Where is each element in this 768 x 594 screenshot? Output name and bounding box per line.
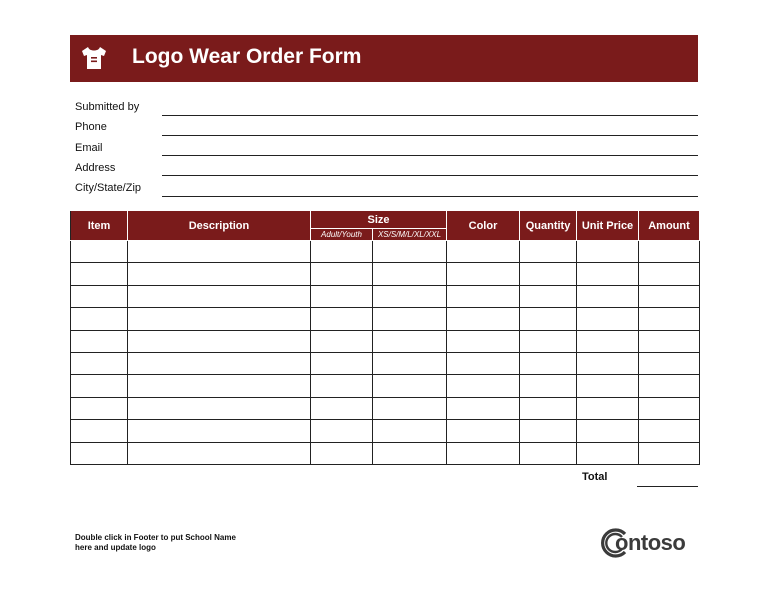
col-header-unit-price: Unit Price <box>577 211 639 241</box>
table-row <box>71 375 700 397</box>
cell-amount[interactable] <box>639 241 700 263</box>
cell-amount[interactable] <box>639 420 700 442</box>
cell-unit-price[interactable] <box>577 352 639 374</box>
cell-description[interactable] <box>128 442 311 464</box>
total-label: Total <box>582 471 608 483</box>
cell-item[interactable] <box>71 420 128 442</box>
city-state-zip-label: City/State/Zip <box>75 182 142 194</box>
table-row <box>71 442 700 464</box>
cell-item[interactable] <box>71 375 128 397</box>
cell-color[interactable] <box>447 263 520 285</box>
cell-description[interactable] <box>128 397 311 419</box>
submitted-by-field[interactable] <box>162 115 698 116</box>
submitted-by-label: Submitted by <box>75 101 140 113</box>
cell-size-range[interactable] <box>373 285 447 307</box>
cell-size-range[interactable] <box>373 420 447 442</box>
cell-quantity[interactable] <box>520 241 577 263</box>
table-row <box>71 263 700 285</box>
table-row <box>71 420 700 442</box>
phone-label: Phone <box>75 121 107 133</box>
cell-item[interactable] <box>71 352 128 374</box>
cell-quantity[interactable] <box>520 397 577 419</box>
phone-field[interactable] <box>162 135 698 136</box>
cell-description[interactable] <box>128 420 311 442</box>
cell-size-adult-youth[interactable] <box>311 420 373 442</box>
cell-amount[interactable] <box>639 352 700 374</box>
tshirt-icon <box>78 42 110 74</box>
cell-amount[interactable] <box>639 330 700 352</box>
cell-color[interactable] <box>447 352 520 374</box>
total-field[interactable] <box>637 486 698 487</box>
cell-item[interactable] <box>71 285 128 307</box>
table-row <box>71 330 700 352</box>
cell-color[interactable] <box>447 397 520 419</box>
cell-item[interactable] <box>71 442 128 464</box>
cell-size-adult-youth[interactable] <box>311 352 373 374</box>
cell-quantity[interactable] <box>520 420 577 442</box>
logo-text: ontoso <box>615 530 686 555</box>
cell-unit-price[interactable] <box>577 420 639 442</box>
cell-amount[interactable] <box>639 375 700 397</box>
cell-color[interactable] <box>447 330 520 352</box>
col-header-size-adult-youth: Adult/Youth <box>311 229 373 241</box>
cell-unit-price[interactable] <box>577 308 639 330</box>
cell-quantity[interactable] <box>520 352 577 374</box>
cell-size-range[interactable] <box>373 241 447 263</box>
cell-description[interactable] <box>128 241 311 263</box>
col-header-size: Size <box>311 211 447 229</box>
cell-size-range[interactable] <box>373 308 447 330</box>
table-row <box>71 241 700 263</box>
city-state-zip-field[interactable] <box>162 196 698 197</box>
table-row <box>71 308 700 330</box>
cell-quantity[interactable] <box>520 285 577 307</box>
cell-size-adult-youth[interactable] <box>311 330 373 352</box>
cell-color[interactable] <box>447 308 520 330</box>
cell-color[interactable] <box>447 375 520 397</box>
header-banner <box>70 35 698 82</box>
cell-unit-price[interactable] <box>577 263 639 285</box>
cell-description[interactable] <box>128 330 311 352</box>
cell-size-adult-youth[interactable] <box>311 375 373 397</box>
cell-size-range[interactable] <box>373 330 447 352</box>
cell-unit-price[interactable] <box>577 397 639 419</box>
cell-size-adult-youth[interactable] <box>311 308 373 330</box>
cell-quantity[interactable] <box>520 375 577 397</box>
col-header-amount: Amount <box>639 211 700 241</box>
cell-size-adult-youth[interactable] <box>311 442 373 464</box>
cell-item[interactable] <box>71 263 128 285</box>
cell-quantity[interactable] <box>520 308 577 330</box>
cell-description[interactable] <box>128 352 311 374</box>
cell-unit-price[interactable] <box>577 285 639 307</box>
cell-quantity[interactable] <box>520 263 577 285</box>
cell-unit-price[interactable] <box>577 241 639 263</box>
address-label: Address <box>75 162 116 174</box>
footer-note: Double click in Footer to put School Name here and update logo <box>75 533 236 552</box>
table-row <box>71 352 700 374</box>
cell-quantity[interactable] <box>520 330 577 352</box>
email-field[interactable] <box>162 155 698 156</box>
cell-item[interactable] <box>71 308 128 330</box>
col-header-quantity: Quantity <box>520 211 577 241</box>
cell-color[interactable] <box>447 442 520 464</box>
table-row <box>71 285 700 307</box>
cell-amount[interactable] <box>639 397 700 419</box>
cell-size-adult-youth[interactable] <box>311 397 373 419</box>
cell-size-range[interactable] <box>373 352 447 374</box>
cell-color[interactable] <box>447 285 520 307</box>
cell-size-range[interactable] <box>373 442 447 464</box>
cell-color[interactable] <box>447 420 520 442</box>
cell-size-adult-youth[interactable] <box>311 241 373 263</box>
page-title: Logo Wear Order Form <box>132 45 362 68</box>
cell-size-range[interactable] <box>373 263 447 285</box>
cell-item[interactable] <box>71 241 128 263</box>
col-header-size-range: XS/S/M/L/XL/XXL <box>373 229 447 241</box>
col-header-color: Color <box>447 211 520 241</box>
cell-amount[interactable] <box>639 308 700 330</box>
cell-color[interactable] <box>447 241 520 263</box>
cell-description[interactable] <box>128 263 311 285</box>
cell-amount[interactable] <box>639 263 700 285</box>
order-table <box>70 210 700 465</box>
cell-size-range[interactable] <box>373 375 447 397</box>
contoso-logo <box>598 524 698 564</box>
cell-size-adult-youth[interactable] <box>311 263 373 285</box>
col-header-item: Item <box>71 211 128 241</box>
col-header-description: Description <box>128 211 311 241</box>
cell-quantity[interactable] <box>520 442 577 464</box>
order-table-body <box>71 241 700 465</box>
cell-item[interactable] <box>71 397 128 419</box>
cell-amount[interactable] <box>639 442 700 464</box>
cell-item[interactable] <box>71 330 128 352</box>
cell-unit-price[interactable] <box>577 375 639 397</box>
cell-unit-price[interactable] <box>577 330 639 352</box>
cell-description[interactable] <box>128 308 311 330</box>
address-field[interactable] <box>162 175 698 176</box>
cell-size-range[interactable] <box>373 397 447 419</box>
email-label: Email <box>75 142 103 154</box>
cell-description[interactable] <box>128 375 311 397</box>
table-row <box>71 397 700 419</box>
cell-unit-price[interactable] <box>577 442 639 464</box>
cell-description[interactable] <box>128 285 311 307</box>
cell-size-adult-youth[interactable] <box>311 285 373 307</box>
cell-amount[interactable] <box>639 285 700 307</box>
